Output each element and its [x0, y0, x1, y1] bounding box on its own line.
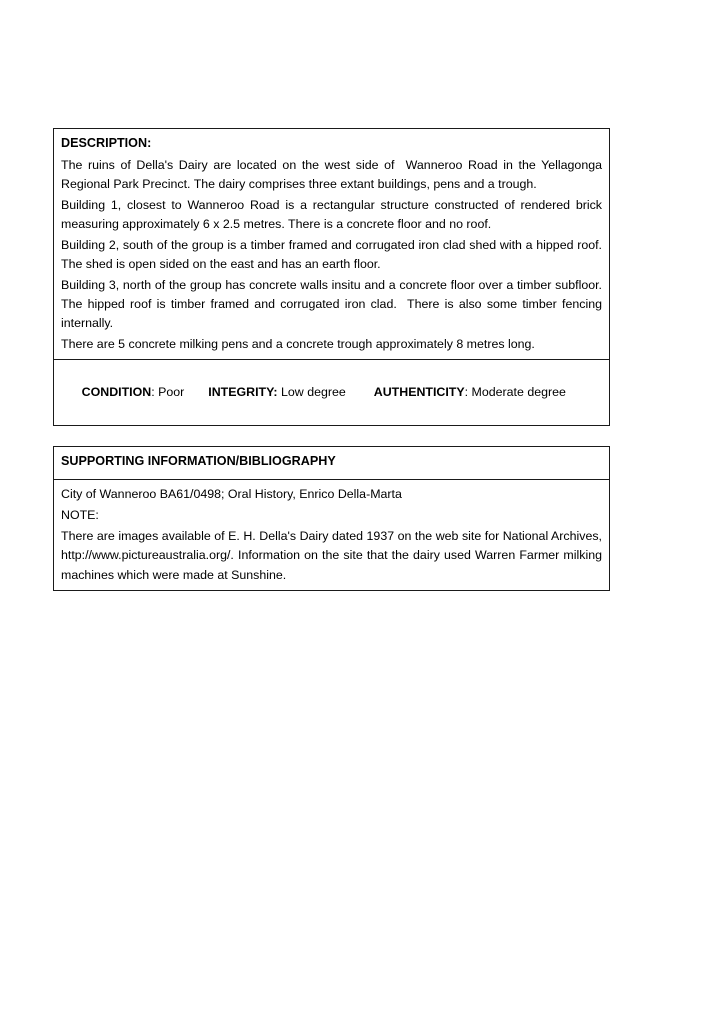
bibliography-source-line: City of Wanneroo BA61/0498; Oral History, Enrico Della-Marta: [61, 486, 402, 501]
bibliography-body-cell: [54, 479, 609, 591]
description-paragraph-2: Building 1, closest to Wanneroo Road is a rectangular structure constructed of rendered brick measuring approximately 6 x 2.5 metres. There is a concrete floor and no roof.: [61, 197, 606, 231]
description-heading: DESCRIPTION:: [61, 136, 152, 150]
authenticity-label: AUTHENTICITY: [373, 384, 465, 399]
integrity-value: Low degree: [281, 384, 346, 399]
description-paragraph-1: The ruins of Della's Dairy are located on the west side of Wanneroo Road in the Yellagonga Regional Park Precinct. The dairy comprises three extant buildings, pens and a trough.: [61, 157, 606, 191]
condition-status: [82, 385, 185, 399]
description-paragraph-3: Building 2, south of the group is a timber framed and corrugated iron clad shed with a hipped roof. The shed is open sided on the east and has an earth floor.: [61, 237, 606, 271]
bibliography-header-cell: [54, 447, 609, 479]
description-table: [53, 128, 610, 426]
integrity-status: [208, 385, 346, 399]
authenticity-status: [374, 385, 566, 399]
condition-value: Poor: [158, 384, 185, 399]
condition-separator: :: [151, 384, 159, 399]
description-paragraph-4: Building 3, north of the group has concrete walls insitu and a concrete floor over a timber subfloor. The hipped roof is timber framed and corrugated iron clad. There is also some timber fencing internally.: [61, 277, 606, 331]
note-paragraph: There are images available of E. H. Della's Dairy dated 1937 on the web site for National Archives, http://www.pictureaustralia.org/. Information on the site that the dairy used Warren Farmer milking machines which were made at Sunshine.: [61, 529, 606, 582]
authenticity-separator: :: [464, 384, 472, 399]
authenticity-value: Moderate degree: [471, 384, 566, 399]
bibliography-table: [53, 446, 610, 591]
condition-label: CONDITION: [81, 384, 152, 399]
status-row: [54, 359, 609, 425]
description-paragraph-5: There are 5 concrete milking pens and a concrete trough approximately 8 metres long.: [61, 337, 535, 352]
note-label: NOTE:: [61, 508, 99, 523]
bibliography-heading: SUPPORTING INFORMATION/BIBLIOGRAPHY: [61, 454, 336, 468]
integrity-label: INTEGRITY:: [208, 384, 278, 399]
description-body-cell: [54, 129, 609, 359]
